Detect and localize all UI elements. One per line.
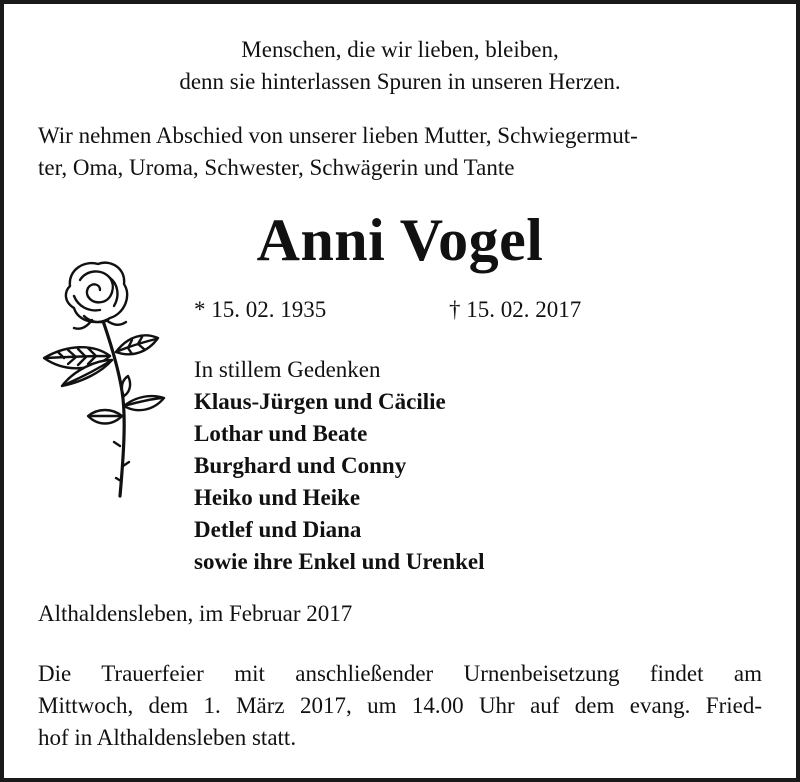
intro-text bbox=[38, 120, 762, 184]
service-line: hof in Althaldensleben statt. bbox=[38, 725, 297, 750]
mourner-name: Burghard und Conny bbox=[194, 453, 407, 478]
intro-line: Wir nehmen Abschied von unserer lieben Mutter, Schwiegermut- bbox=[38, 123, 638, 148]
rose-icon bbox=[40, 256, 170, 501]
deceased-name: Anni Vogel bbox=[256, 207, 544, 273]
service-line: Mittwoch, dem 1. März 2017, um 14.00 Uhr auf dem evang. Fried- bbox=[38, 693, 762, 718]
motto-line: denn sie hinterlassen Spuren in unseren Herzen. bbox=[179, 69, 621, 94]
mourner-name: Lothar und Beate bbox=[194, 421, 368, 446]
mourner-name: Klaus-Jürgen und Cäcilie bbox=[194, 389, 446, 414]
mourner-name: sowie ihre Enkel und Urenkel bbox=[194, 549, 485, 574]
death-date: † 15. 02. 2017 bbox=[449, 297, 582, 322]
intro-line: ter, Oma, Uroma, Schwester, Schwägerin und Tante bbox=[38, 155, 515, 180]
mourners-heading: In stillem Gedenken bbox=[194, 357, 381, 382]
mourner-name: Heiko und Heike bbox=[194, 485, 361, 510]
motto-line: Menschen, die wir lieben, bleiben, bbox=[241, 37, 559, 62]
funeral-service-info bbox=[38, 658, 762, 754]
service-line: Die Trauerfeier mit anschließender Urnenbeisetzung findet am bbox=[38, 661, 762, 686]
motto-verse bbox=[4, 34, 796, 98]
place-and-date: Althaldensleben, im Februar 2017 bbox=[38, 601, 353, 626]
birth-date: * 15. 02. 1935 bbox=[194, 297, 327, 322]
mourner-name: Detlef und Diana bbox=[194, 517, 362, 542]
mourners-list bbox=[194, 354, 485, 578]
